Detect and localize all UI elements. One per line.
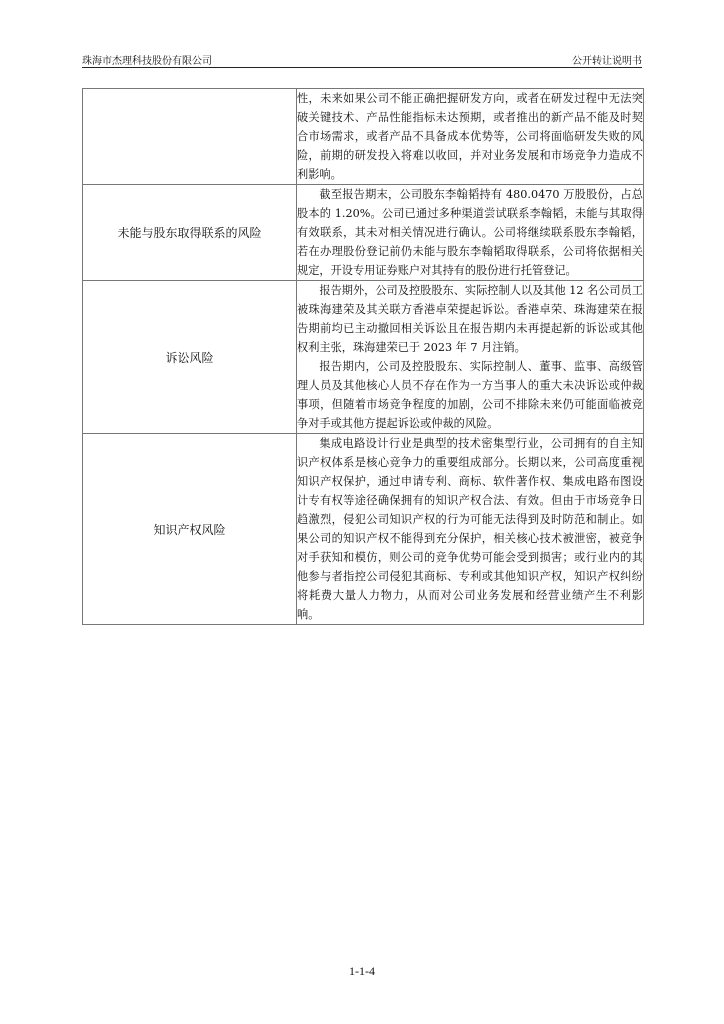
risk-name-cell: 知识产权风险 [83,434,297,625]
risk-description-cell [297,185,644,281]
header-rule [82,67,642,68]
risk-name-cell [83,89,297,185]
risk-table [82,88,644,625]
risk-description-cell [297,89,644,185]
risk-name-cell: 未能与股东取得联系的风险 [83,185,297,281]
risk-description-cell [297,434,644,625]
risk-name-cell: 诉讼风险 [83,281,297,434]
risk-paragraph: 报告期外，公司及控股股东、实际控制人以及其他 12 名公司员工被珠海建荣及其关联方香港卓荣提起诉讼。香港卓荣、珠海建荣在报告期前均已主动撤回相关诉讼且在报告期内未再提起新的诉讼或其他权利主张，珠海建荣已于 2023 年 7 月注销。 [297,284,643,354]
page-number: 1-1-4 [349,964,375,978]
risk-paragraph: 集成电路设计行业是典型的技术密集型行业，公司拥有的自主知识产权体系是核心竞争力的重要组成部分。长期以来，公司高度重视知识产权保护，通过申请专利、商标、软件著作权、集成电路布图设计专有权等途径确保拥有的知识产权合法、有效。但由于市场竞争日趋激烈，侵犯公司知识产权的行为可能无法得到及时防范和制止。如果公司的知识产权不能得到充分保护，相关核心技术被泄密，被竞争对手获知和模仿，则公司的竞争优势可能会受到损害；或行业内的其他参与者指控公司侵犯其商标、专利或其他知识产权，知识产权纠纷将耗费大量人力物力，从而对公司业务发展和经营业绩产生不利影响。 [297,437,643,621]
risk-description-cell [297,281,644,434]
table-row [83,185,644,281]
document-title: 公开转让说明书 [572,56,642,67]
table-row [83,89,644,185]
risk-paragraph: 截至报告期末，公司股东李翰韬持有 480.0470 万股股份，占总股本的 1.20%。公司已通过多种渠道尝试联系李翰韬，未能与其取得有效联系，其未对相关情况进行确认。公司将继续联系股东李翰韬，若在办理股份登记前仍未能与股东李翰韬取得联系，公司将依据相关规定，开设专用证券账户对其持有的股份进行托管登记。 [297,188,643,277]
table-row [83,281,644,434]
page-header [82,52,642,68]
risk-paragraph: 性，未来如果公司不能正确把握研发方向，或者在研发过程中无法突破关键技术、产品性能指标未达预期，或者推出的新产品不能及时契合市场需求，或者产品不具备成本优势等，公司将面临研发失败的风险，前期的研发投入将难以收回，并对业务发展和市场竞争力造成不利影响。 [297,92,643,181]
table-row [83,434,644,625]
company-name: 珠海市杰理科技股份有限公司 [82,56,212,67]
risk-paragraph: 报告期内，公司及控股股东、实际控制人、董事、监事、高级管理人员及其他核心人员不存在作为一方当事人的重大未决诉讼或仲裁事项，但随着市场竞争程度的加剧，公司不排除未来仍可能面临被竞争对手或其他方提起诉讼或仲裁的风险。 [297,360,643,430]
